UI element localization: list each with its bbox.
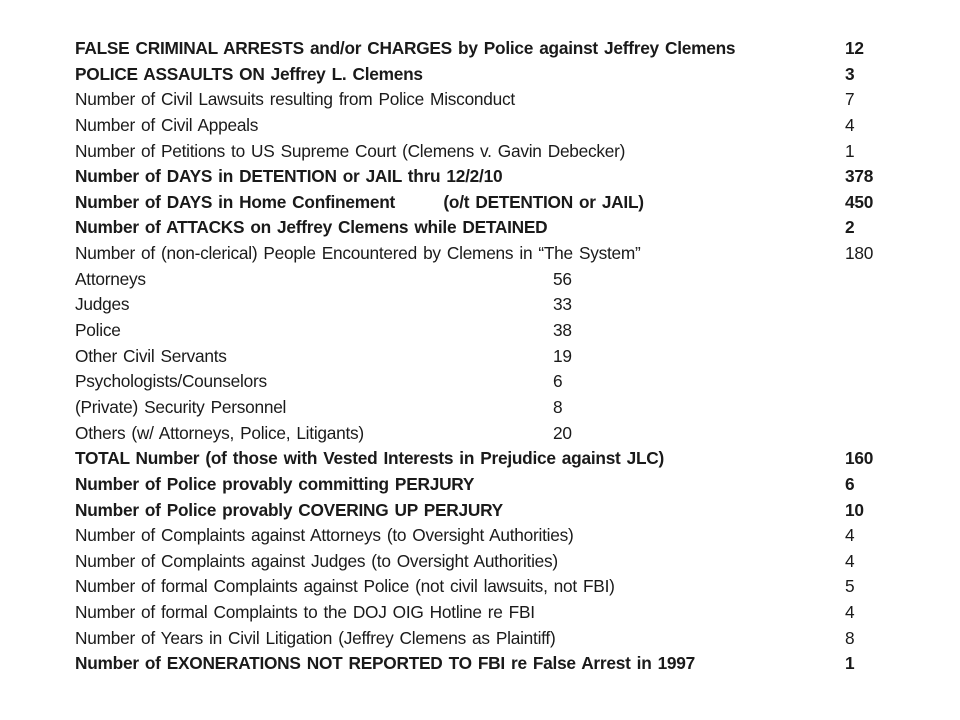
row-value: 10 (845, 499, 864, 520)
row-value: 1 (845, 653, 855, 674)
row-value: 4 (845, 602, 855, 623)
row-value: 3 (845, 63, 855, 84)
table-row (75, 498, 947, 524)
table-row (75, 344, 947, 370)
row-label: Number of Years in Civil Litigation (Jeffrey Clemens as Plaintiff) (75, 627, 556, 648)
table-row (75, 395, 947, 421)
row-value: 450 (845, 191, 874, 212)
row-label: Number of ATTACKS on Jeffrey Clemens while DETAINED (75, 217, 548, 238)
row-value: 20 (553, 422, 572, 443)
row-label: Number of DAYS in Home Confinement (o/t DETENTION or JAIL) (75, 191, 644, 212)
table-row (75, 369, 947, 395)
row-label: Psychologists/Counselors (75, 371, 267, 392)
row-value: 6 (553, 371, 563, 392)
row-label: Number of Police provably committing PERJURY (75, 473, 475, 494)
row-value: 33 (553, 294, 572, 315)
row-value: 6 (845, 473, 855, 494)
row-label: FALSE CRIMINAL ARRESTS and/or CHARGES by Police against Jeffrey Clemens (75, 38, 736, 58)
table-row (75, 651, 947, 677)
row-value: 160 (845, 448, 874, 469)
row-value: 5 (845, 576, 855, 597)
table-row (75, 626, 947, 652)
table-row (75, 446, 947, 472)
row-label: Judges (75, 294, 130, 315)
row-value: 8 (845, 627, 855, 648)
row-label: Number of Civil Lawsuits resulting from Police Misconduct (75, 89, 515, 110)
row-label: Others (w/ Attorneys, Police, Litigants) (75, 422, 364, 443)
table-row (75, 164, 947, 190)
row-label: POLICE ASSAULTS ON Jeffrey L. Clemens (75, 63, 423, 84)
row-label: Number of DAYS in DETENTION or JAIL thru 12/2/10 (75, 166, 503, 187)
row-label: Number of Complaints against Judges (to Oversight Authorities) (75, 550, 558, 571)
table-row (75, 600, 947, 626)
row-label: Number of formal Complaints against Police (not civil lawsuits, not FBI) (75, 576, 615, 597)
row-label: Number of Police provably COVERING UP PERJURY (75, 499, 503, 520)
table-row (75, 574, 947, 600)
row-value: 4 (845, 525, 855, 546)
row-value: 7 (845, 89, 855, 110)
statistics-table (75, 36, 947, 677)
row-label: TOTAL Number (of those with Vested Interests in Prejudice against JLC) (75, 448, 665, 469)
table-row (75, 292, 947, 318)
table-row (75, 267, 947, 293)
row-value: 180 (845, 243, 874, 264)
table-row (75, 87, 947, 113)
row-label: Number of EXONERATIONS NOT REPORTED TO FBI re False Arrest in 1997 (75, 653, 696, 674)
row-value: 38 (553, 320, 572, 341)
row-label: Attorneys (75, 268, 146, 289)
row-label: Police (75, 320, 121, 341)
row-value: 1 (845, 140, 855, 161)
table-row (75, 421, 947, 447)
row-label: (Private) Security Personnel (75, 396, 287, 417)
table-row (75, 241, 947, 267)
row-label: Number of Complaints against Attorneys (to Oversight Authorities) (75, 525, 574, 546)
row-label: Other Civil Servants (75, 345, 227, 366)
row-label: Number of Petitions to US Supreme Court (Clemens v. Gavin Debecker) (75, 140, 626, 161)
table-row (75, 62, 947, 88)
table-row (75, 139, 947, 165)
row-label: Number of (non-clerical) People Encountered by Clemens in “The System” (75, 243, 641, 264)
row-value: 4 (845, 114, 855, 135)
table-row (75, 318, 947, 344)
row-label: Number of Civil Appeals (75, 114, 259, 135)
table-row (75, 549, 947, 575)
table-row (75, 215, 947, 241)
row-value: 19 (553, 345, 572, 366)
row-value: 2 (845, 217, 855, 238)
table-row (75, 113, 947, 139)
table-row (75, 36, 947, 62)
table-row (75, 472, 947, 498)
row-label: Number of formal Complaints to the DOJ OIG Hotline re FBI (75, 602, 535, 623)
row-value: 56 (553, 268, 572, 289)
row-value: 12 (845, 38, 864, 58)
row-value: 378 (845, 166, 874, 187)
table-row (75, 190, 947, 216)
row-value: 4 (845, 550, 855, 571)
table-row (75, 523, 947, 549)
row-value: 8 (553, 396, 563, 417)
